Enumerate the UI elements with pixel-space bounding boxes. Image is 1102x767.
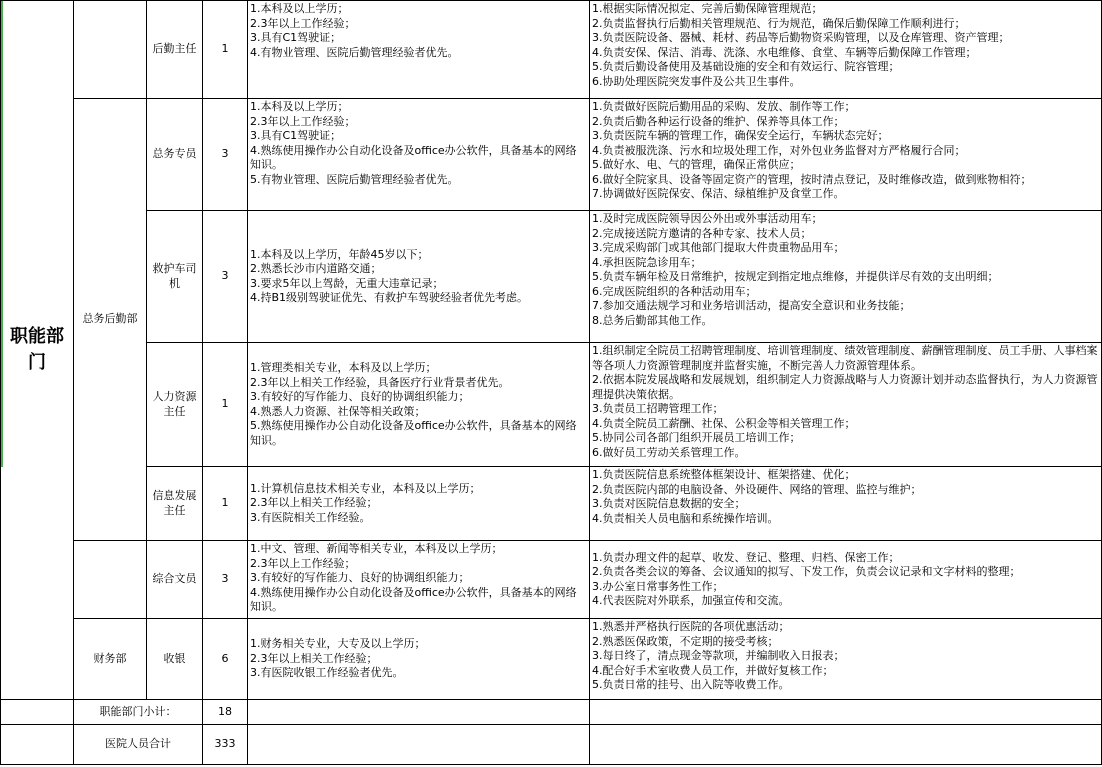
list-line: 4.持B1级别驾驶证优先、有救护车驾驶经验者优先考虑。 — [250, 291, 529, 304]
list-line: 1.本科及以上学历； — [250, 2, 349, 15]
table-row — [1, 343, 1102, 467]
duties-cell[interactable] — [590, 1, 1102, 99]
list-line: 3.有较好的写作能力、良好的协调组织能力； — [250, 390, 470, 403]
position-cell[interactable]: 人力资源主任 — [147, 343, 203, 467]
requirements-cell[interactable] — [248, 99, 590, 211]
list-line: 5.做好水、电、气的管理，确保正常供应； — [592, 158, 801, 171]
requirements-cell[interactable] — [248, 467, 590, 541]
dept-cell-empty — [74, 1, 147, 99]
list-line: 4.配合好手术室收费人员工作，并做好复核工作； — [592, 663, 834, 677]
empty-cell[interactable] — [248, 700, 590, 725]
position-cell[interactable]: 信息发展主任 — [147, 467, 203, 541]
list-line: 1.中文、管理、新闻等相关专业，本科及以上学历； — [250, 542, 503, 555]
list-line: 2.3年以上工作经验； — [250, 556, 356, 570]
list-line: 3.负责员工招聘管理工作； — [592, 402, 724, 415]
list-line: 3.具有C1驾驶证； — [250, 31, 342, 44]
list-line: 3.要求5年以上驾龄，无重大违章记录； — [250, 276, 444, 290]
list-line: 1.及时完成医院领导因公外出或外事活动用车； — [592, 212, 823, 225]
list-line: 4.负责相关人员电脑和系统操作培训。 — [592, 511, 779, 525]
list-line: 6.协助处理医院突发事件及公共卫生事件。 — [592, 74, 801, 88]
list-line: 4.承担医院急诊用车； — [592, 255, 702, 269]
position-cell[interactable]: 综合文员 — [147, 541, 203, 619]
list-line: 3.有医院收银工作经验者优先。 — [250, 666, 404, 680]
list-line: 4.负责安保、保洁、消毒、洗涤、水电维修、食堂、车辆等后勤保障工作管理； — [592, 45, 977, 59]
list-line: 3.具有C1驾驶证； — [250, 129, 342, 142]
list-line: 1.组织制定全院员工招聘管理制度、培训管理制度、绩效管理制度、薪酬管理制度、员工手册、人事档案等各项人力资源管理制度并监督实施，不断完善人力资源管理体系。 — [592, 344, 1098, 372]
list-line: 8.总务后勤部其他工作。 — [592, 313, 713, 327]
list-line: 4.有物业管理、医院后勤管理经验者优先。 — [250, 45, 459, 59]
list-line: 2.熟悉医保政策，不定期的接受考核； — [592, 634, 779, 648]
empty-cell — [1, 700, 74, 725]
list-line: 1.熟悉并严格执行医院的各项优惠活动； — [592, 620, 790, 633]
list-line: 5.负责车辆年检及日常维护，按规定到指定地点维修，并提供详尽有效的支出明细； — [592, 270, 999, 283]
list-line: 2.负责监督执行后勤相关管理规范、行为规范，确保后勤保障工作顺利进行； — [592, 16, 966, 30]
list-line: 1.财务相关专业，大专及以上学历； — [250, 637, 426, 651]
list-line: 3.有较好的写作能力、良好的协调组织能力； — [250, 571, 470, 584]
list-line: 1.本科及以上学历； — [250, 100, 349, 113]
subtotal-label[interactable]: 职能部门小计： — [74, 700, 203, 725]
list-line: 2.3年以上相关工作经验； — [250, 651, 378, 665]
requirements-cell[interactable] — [248, 1, 590, 99]
list-line: 1.负责办理文件的起草、收发、登记、整理、归档、保密工作； — [592, 550, 900, 564]
list-line: 1.计算机信息技术相关专业，本科及以上学历； — [250, 481, 481, 495]
dept-cell-logistics[interactable]: 总务后勤部 — [74, 99, 147, 541]
duties-cell[interactable] — [590, 541, 1102, 619]
list-line: 2.熟悉长沙市内道路交通； — [250, 262, 382, 275]
list-line: 2.完成接送院方邀请的各种专家、技术人员； — [592, 226, 812, 240]
subtotal-row — [1, 700, 1102, 725]
list-line: 4.熟悉人力资源、社保等相关政策； — [250, 404, 426, 418]
count-cell[interactable]: 1 — [203, 343, 248, 467]
list-line: 2.3年以上工作经验； — [250, 114, 356, 128]
duties-cell[interactable] — [590, 211, 1102, 343]
table-row — [1, 619, 1102, 700]
list-line: 7.参加交通法规学习和业务培训活动，提高安全意识和业务技能； — [592, 299, 911, 312]
table-row — [1, 99, 1102, 211]
group-cell: 职能部门 — [1, 1, 74, 700]
list-line: 2.3年以上相关工作经验； — [250, 496, 378, 510]
count-cell[interactable]: 6 — [203, 619, 248, 700]
list-line: 2.3年以上相关工作经验，具备医疗行业背景者优先。 — [250, 375, 510, 389]
requirements-cell[interactable] — [248, 619, 590, 700]
table-row — [1, 211, 1102, 343]
duties-cell[interactable] — [590, 99, 1102, 211]
empty-cell[interactable] — [248, 725, 590, 765]
list-line: 4.熟练使用操作办公自动化设备及office办公软件，具备基本的网络知识。 — [250, 585, 577, 613]
list-line: 5.负责后勤设备使用及基础设施的安全和有效运行、院容管理； — [592, 60, 900, 73]
empty-cell[interactable] — [590, 725, 1102, 765]
list-line: 2.3年以上工作经验； — [250, 16, 356, 30]
list-line: 1.负责医院信息系统整体框架设计、框架搭建、优化； — [592, 468, 856, 481]
duties-cell[interactable] — [590, 343, 1102, 467]
count-cell[interactable]: 3 — [203, 211, 248, 343]
list-line: 1.本科及以上学历，年龄45岁以下； — [250, 247, 429, 261]
empty-cell — [1, 725, 74, 765]
list-line: 1.负责做好医院后勤用品的采购、发放、制作等工作； — [592, 100, 856, 113]
list-line: 1.管理类相关专业，本科及以上学历； — [250, 361, 437, 374]
dept-cell-empty — [74, 541, 147, 619]
position-cell[interactable]: 收银 — [147, 619, 203, 700]
list-line: 4.代表医院对外联系，加强宣传和交流。 — [592, 594, 790, 607]
subtotal-value[interactable]: 18 — [203, 700, 248, 725]
position-cell[interactable]: 救护车司机 — [147, 211, 203, 343]
list-line: 2.负责后勤各种运行设备的维护、保养等具体工作； — [592, 114, 845, 128]
requirements-cell[interactable] — [248, 343, 590, 467]
count-cell[interactable]: 1 — [203, 467, 248, 541]
total-row — [1, 725, 1102, 765]
table-row — [1, 1, 1102, 99]
duties-cell[interactable] — [590, 467, 1102, 541]
list-line: 1.根据实际情况拟定、完善后勤保障管理规范； — [592, 2, 823, 15]
duties-cell[interactable] — [590, 619, 1102, 700]
list-line: 5.熟练使用操作办公自动化设备及office办公软件，具备基本的网络知识。 — [250, 419, 577, 447]
dept-cell-finance[interactable]: 财务部 — [74, 619, 147, 700]
list-line: 3.完成采购部门或其他部门提取大件贵重物品用车； — [592, 241, 845, 254]
list-line: 5.负责日常的挂号、出入院等收费工作。 — [592, 678, 790, 691]
count-cell[interactable]: 3 — [203, 99, 248, 211]
position-cell[interactable]: 总务专员 — [147, 99, 203, 211]
list-line: 3.办公室日常事务性工作； — [592, 579, 724, 593]
count-cell[interactable]: 1 — [203, 1, 248, 99]
requirements-cell[interactable] — [248, 541, 590, 619]
list-line: 3.负责医院车辆的管理工作，确保安全运行，车辆状态完好； — [592, 129, 889, 142]
table-row — [1, 541, 1102, 619]
list-line: 7.协调做好医院保安、保洁、绿植维护及食堂工作。 — [592, 187, 845, 200]
list-line: 3.每日终了，清点现金等款项，并编制收入日报表； — [592, 649, 845, 662]
requirements-cell[interactable] — [248, 211, 590, 343]
list-line: 2.依据本院发展战略和发展规划，组织制定人力资源战略与人力资源计划并动态监督执行，为人力资源管理提供决策依据。 — [592, 373, 1098, 401]
list-line: 4.负责全院员工薪酬、社保、公积金等相关管理工作； — [592, 416, 856, 430]
list-line: 6.完成医院组织的各种活动用车； — [592, 284, 757, 298]
list-line: 3.负责对医院信息数据的安全； — [592, 497, 746, 510]
list-line: 6.做好全院家具、设备等固定资产的管理，按时清点登记，及时维修改造，做到账物相符； — [592, 172, 1032, 186]
total-value[interactable]: 333 — [203, 725, 248, 765]
empty-cell[interactable] — [590, 700, 1102, 725]
total-label[interactable]: 医院人员合计 — [74, 725, 203, 765]
position-cell[interactable]: 后勤主任 — [147, 1, 203, 99]
count-cell[interactable]: 3 — [203, 541, 248, 619]
table-row — [1, 467, 1102, 541]
list-line: 6.做好员工劳动关系管理工作。 — [592, 445, 746, 459]
list-line: 2.负责医院内部的电脑设备、外设硬件、网络的管理、监控与维护； — [592, 482, 922, 496]
list-line: 4.熟练使用操作办公自动化设备及office办公软件，具备基本的网络知识。 — [250, 143, 577, 171]
list-line: 3.负责医院设备、器械、耗材、药品等后勤物资采购管理，以及仓库管理、资产管理； — [592, 31, 1010, 44]
list-line: 4.负责被服洗涤、污水和垃圾处理工作，对外包业务监督对方严格履行合同； — [592, 143, 966, 157]
list-line: 5.协同公司各部门组织开展员工培训工作； — [592, 431, 801, 444]
list-line: 2.负责各类会议的筹备、会议通知的拟写、下发工作，负责会议记录和文字材料的整理； — [592, 565, 1021, 578]
list-line: 3.有医院相关工作经验。 — [250, 510, 371, 524]
list-line: 5.有物业管理、医院后勤管理经验者优先。 — [250, 172, 459, 186]
